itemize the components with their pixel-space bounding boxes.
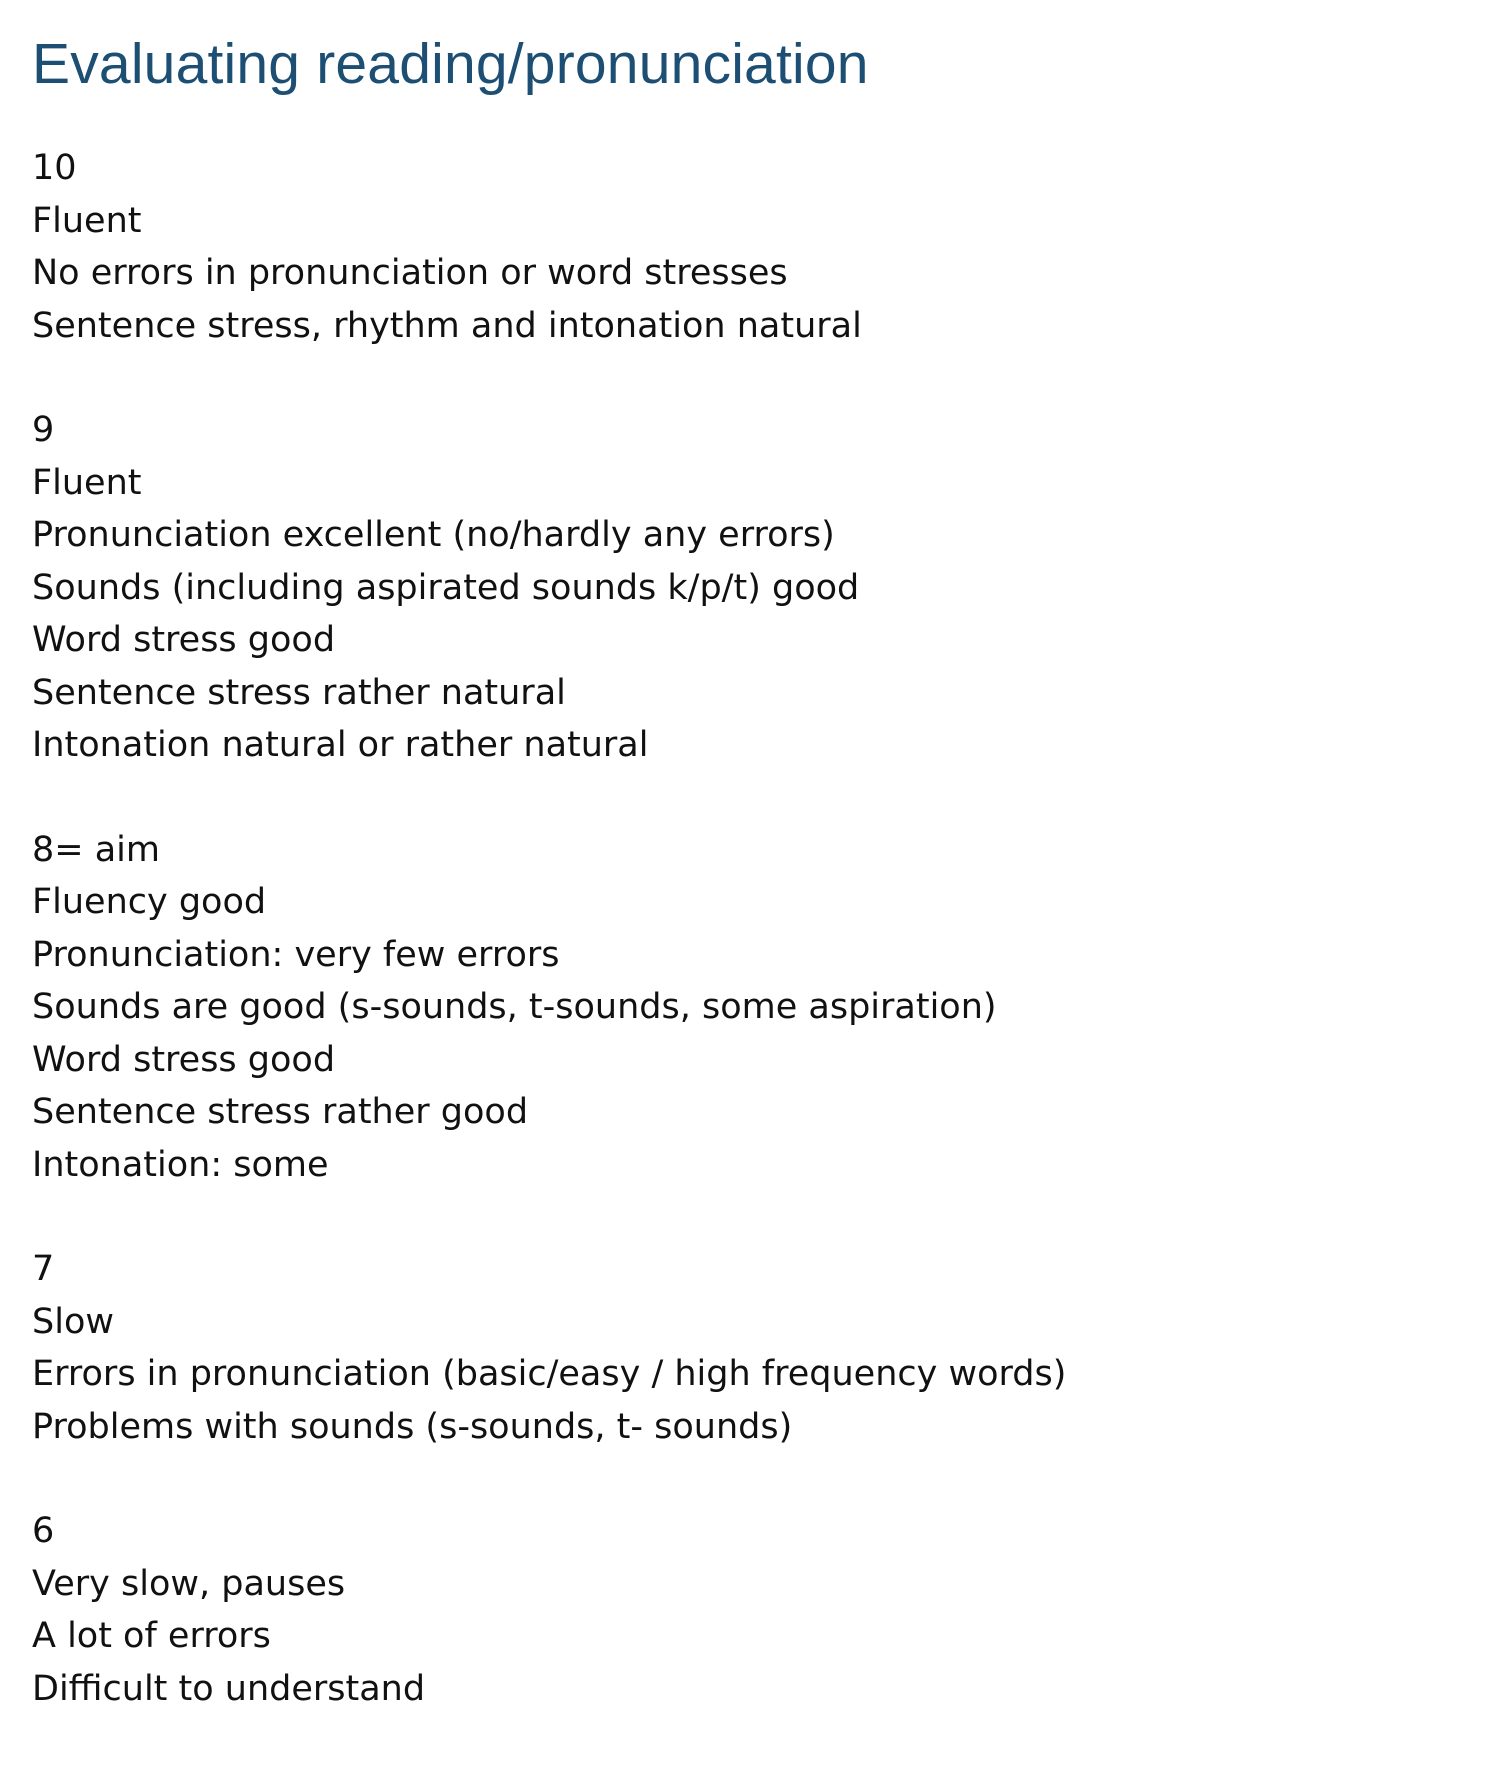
- score-value: 8= aim: [32, 829, 160, 870]
- score-level-7: [32, 1243, 1472, 1453]
- score-levels: [32, 142, 1472, 1715]
- criterion-line: Sentence stress, rhythm and intonation natural: [32, 305, 862, 346]
- criterion-line: Pronunciation: very few errors: [32, 934, 560, 975]
- criterion-line: Intonation: some: [32, 1144, 329, 1185]
- score-level-9: [32, 404, 1472, 772]
- criterion-line: Sounds (including aspirated sounds k/p/t) good: [32, 567, 860, 608]
- score-level-10: [32, 142, 1472, 352]
- criterion-line: Intonation natural or rather natural: [32, 725, 649, 765]
- criterion-line: A lot of errors: [32, 1616, 271, 1656]
- criterion-line: Fluency good: [32, 882, 267, 922]
- criterion-line: No errors in pronunciation or word stresses: [32, 253, 788, 293]
- score-level-8: [32, 824, 1472, 1192]
- criterion-line: Sentence stress rather good: [32, 1092, 529, 1132]
- criterion-line: Difficult to understand: [32, 1668, 426, 1709]
- criterion-line: Word stress good: [32, 620, 336, 660]
- criterion-line: Fluent: [32, 200, 142, 241]
- criterion-line: Fluent: [32, 462, 142, 503]
- criterion-line: Word stress good: [32, 1039, 336, 1080]
- score-value: 7: [32, 1249, 55, 1289]
- criterion-line: Problems with sounds (s-sounds, t- sounds): [32, 1406, 793, 1447]
- score-value: 10: [32, 148, 77, 188]
- criterion-line: Very slow, pauses: [32, 1563, 346, 1604]
- score-value: 9: [32, 410, 55, 450]
- criterion-line: Sounds are good (s-sounds, t-sounds, some aspiration): [32, 987, 997, 1027]
- score-value: 6: [32, 1511, 55, 1551]
- criterion-line: Sentence stress rather natural: [32, 672, 566, 713]
- page-title: Evaluating reading/pronunciation: [32, 32, 869, 96]
- criterion-line: Errors in pronunciation (basic/easy / high frequency words): [32, 1354, 1067, 1394]
- criterion-line: Pronunciation excellent (no/hardly any errors): [32, 515, 835, 555]
- document-page: [32, 28, 1472, 1767]
- criterion-line: Slow: [32, 1301, 114, 1342]
- score-level-6: [32, 1505, 1472, 1715]
